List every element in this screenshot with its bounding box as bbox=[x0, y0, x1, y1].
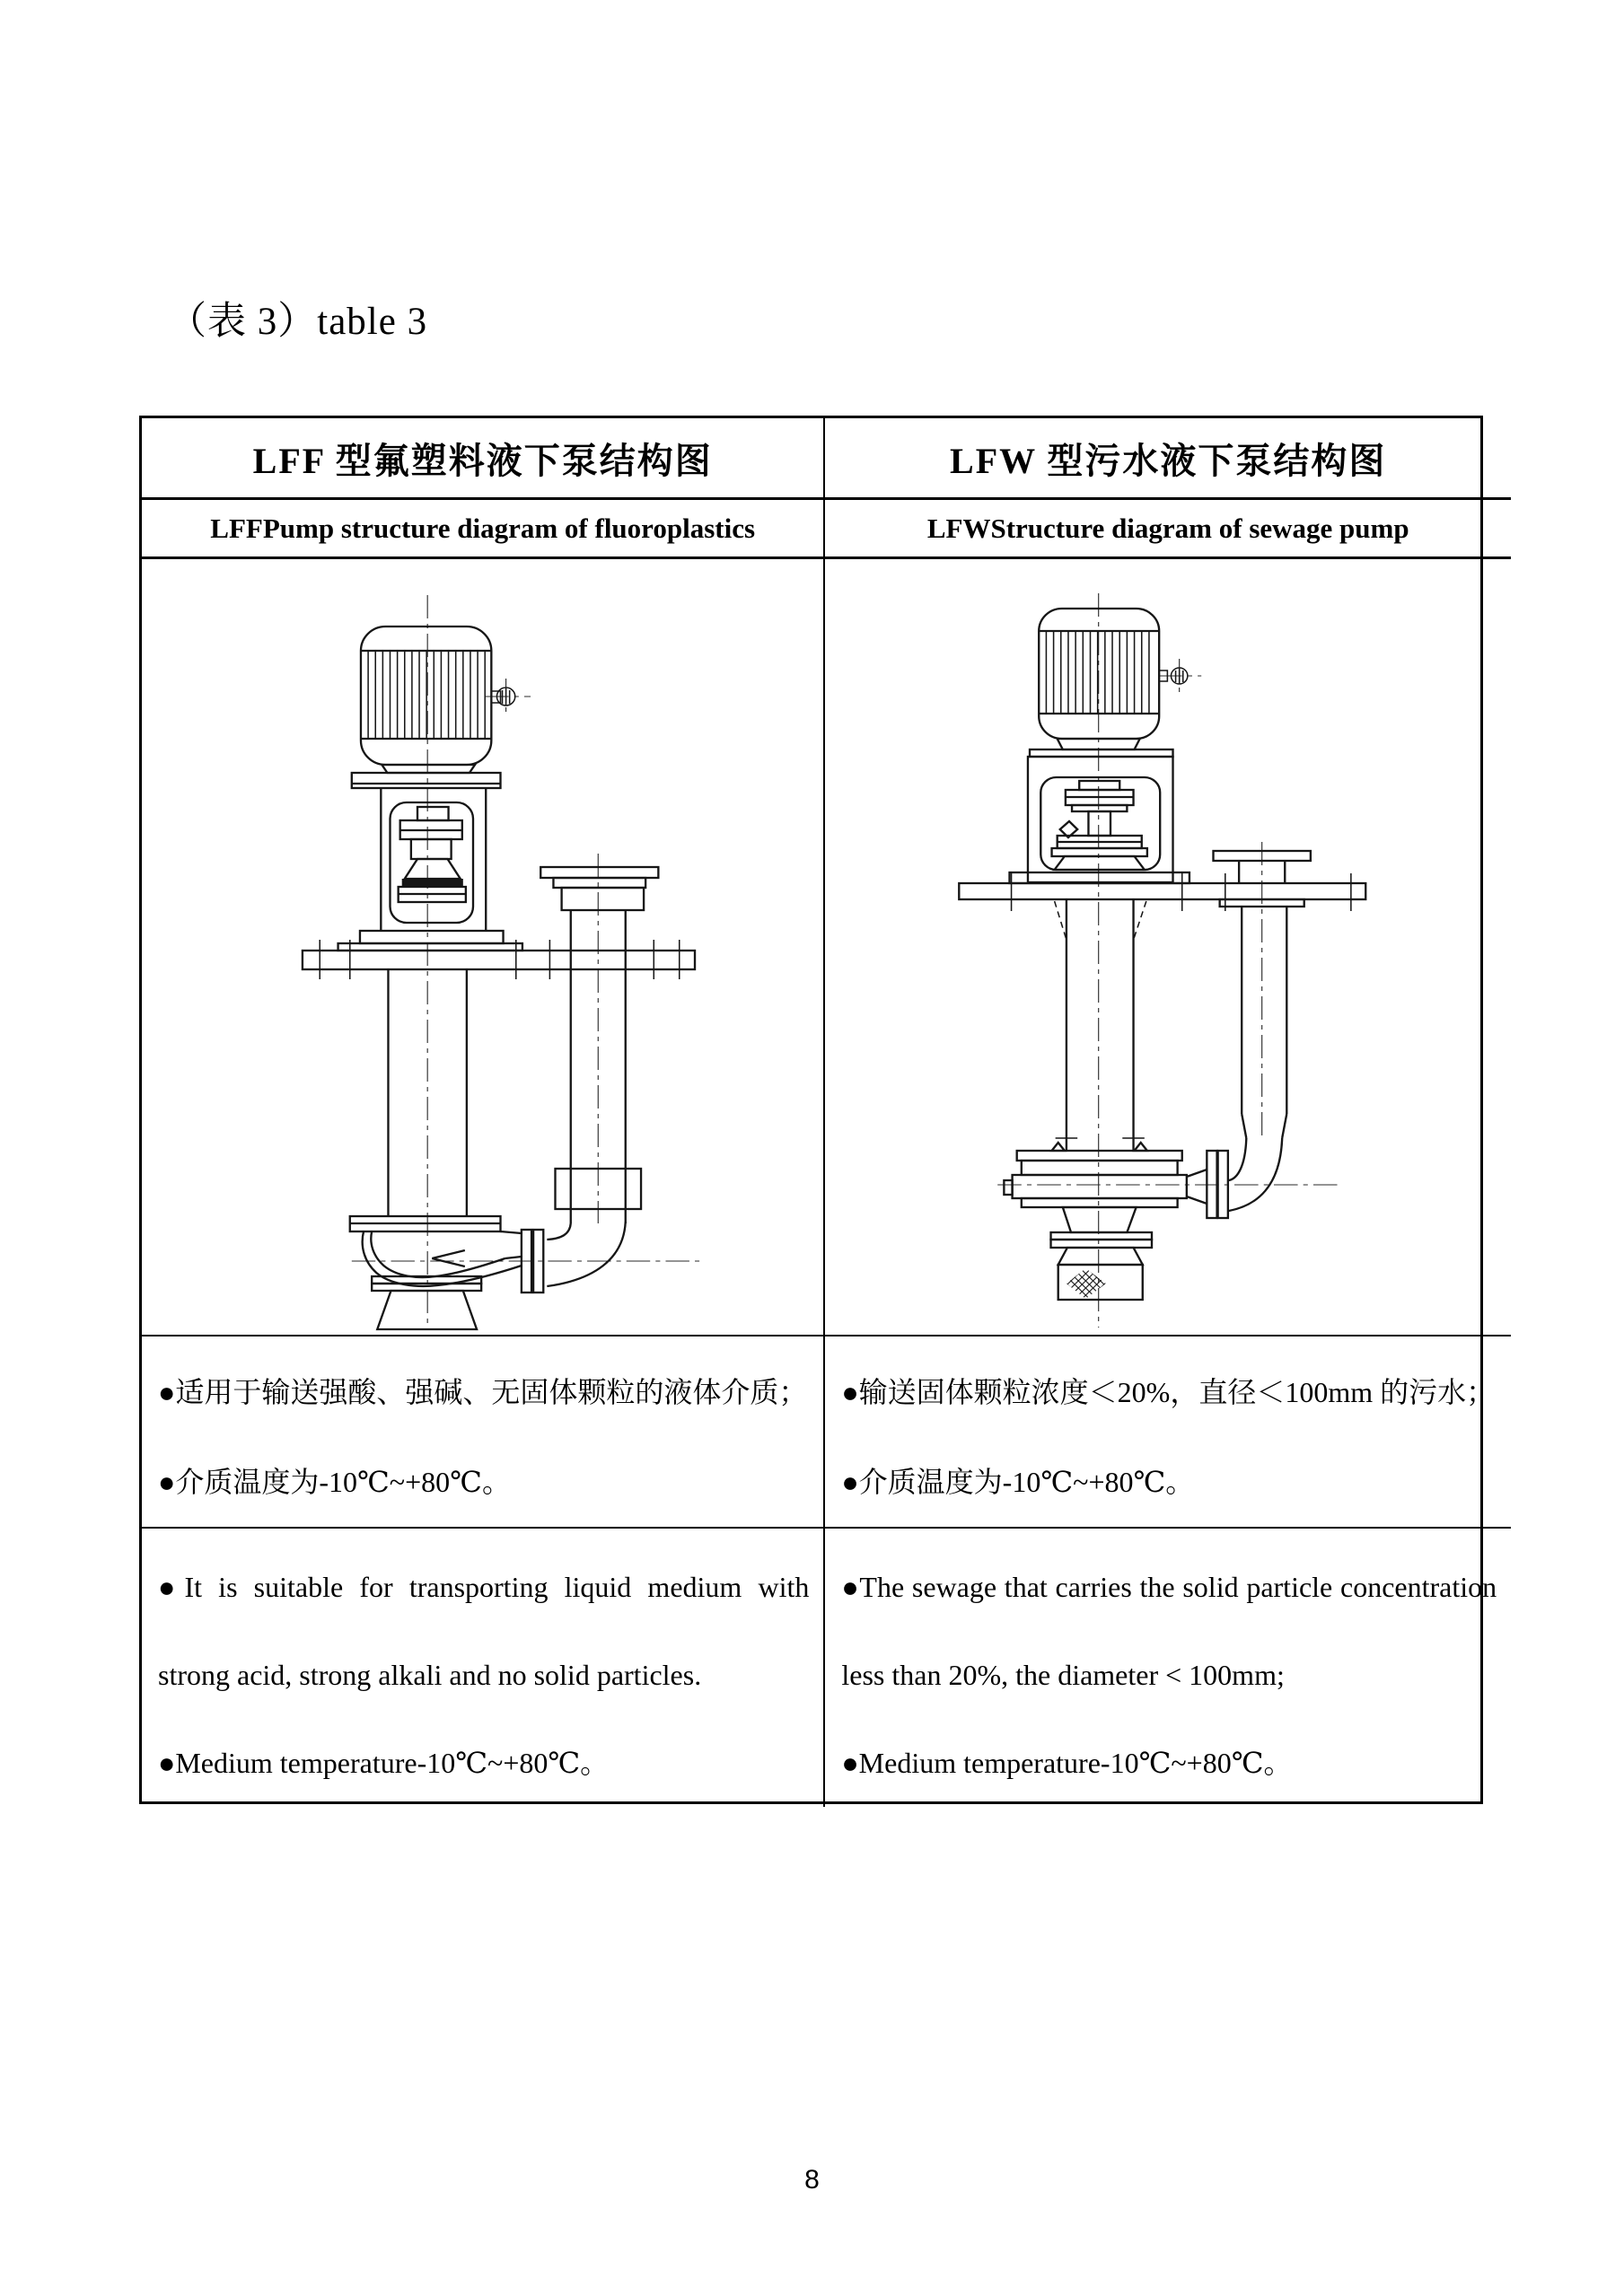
lff-support-pedestal bbox=[352, 773, 501, 931]
lfw-note-en-2: ●Medium temperature-10℃~+80℃。 bbox=[841, 1747, 1293, 1779]
lfw-strainer bbox=[1058, 1248, 1143, 1300]
lfw-diagram-cell bbox=[825, 559, 1511, 1336]
pump-comparison-table bbox=[139, 416, 1497, 1804]
lfw-header-cn-cell bbox=[825, 418, 1511, 500]
lfw-motor-fins bbox=[1047, 631, 1150, 714]
table-caption: （表 3）table 3 bbox=[168, 301, 428, 343]
lfw-header-en: LFWStructure diagram of sewage pump bbox=[926, 512, 1409, 544]
lff-discharge-pipe bbox=[540, 867, 658, 1286]
lff-diagram-cell bbox=[142, 559, 825, 1336]
lff-pump-diagram bbox=[142, 559, 823, 1335]
lff-note-cn-1: ●适用于输送强酸、强碱、无固体颗粒的液体介质； bbox=[158, 1376, 808, 1408]
lfw-notes-cn bbox=[825, 1336, 1511, 1529]
lfw-header-cn: LFW 型污水液下泵结构图 bbox=[950, 440, 1387, 481]
lff-header-en: LFFPump structure diagram of fluoroplastics bbox=[210, 512, 756, 544]
lfw-note-cn-2: ●介质温度为-10℃~+80℃。 bbox=[841, 1466, 1195, 1498]
lfw-header-en-cell bbox=[825, 500, 1511, 559]
lfw-notes-en bbox=[825, 1529, 1511, 1807]
lff-notes-cn bbox=[142, 1336, 825, 1529]
lff-mounting-plate bbox=[303, 931, 695, 969]
lff-pump-volute bbox=[350, 1216, 522, 1291]
lff-header-cn: LFF 型氟塑料液下泵结构图 bbox=[252, 440, 713, 481]
page-number: 8 bbox=[804, 2165, 820, 2195]
lfw-note-en-1: ●The sewage that carries the solid particle concentration less than 20%, the diameter < 100mm; bbox=[841, 1571, 1497, 1691]
lff-header-en-cell bbox=[142, 500, 825, 559]
lff-note-cn-2: ●介质温度为-10℃~+80℃。 bbox=[158, 1466, 511, 1498]
lfw-pump-casing bbox=[1005, 1143, 1207, 1248]
lff-notes-en bbox=[142, 1529, 825, 1807]
lfw-column-pipe bbox=[1067, 899, 1134, 1151]
lff-note-en-1: ●It is suitable for transporting liquid medium with strong acid, strong alkali and no solid particles. bbox=[158, 1571, 810, 1691]
lfw-pump-diagram bbox=[825, 559, 1511, 1335]
lfw-centerlines bbox=[998, 593, 1339, 1328]
lfw-support-bracket bbox=[1028, 749, 1173, 882]
lfw-note-cn-1: ●输送固体颗粒浓度＜20%，直径＜100mm 的污水； bbox=[841, 1376, 1496, 1408]
lff-header-cn-cell bbox=[142, 418, 825, 500]
lfw-mounting-plate bbox=[960, 872, 1366, 899]
lff-motor-fins bbox=[368, 651, 485, 739]
lff-note-en-2: ●Medium temperature-10℃~+80℃。 bbox=[158, 1747, 610, 1779]
